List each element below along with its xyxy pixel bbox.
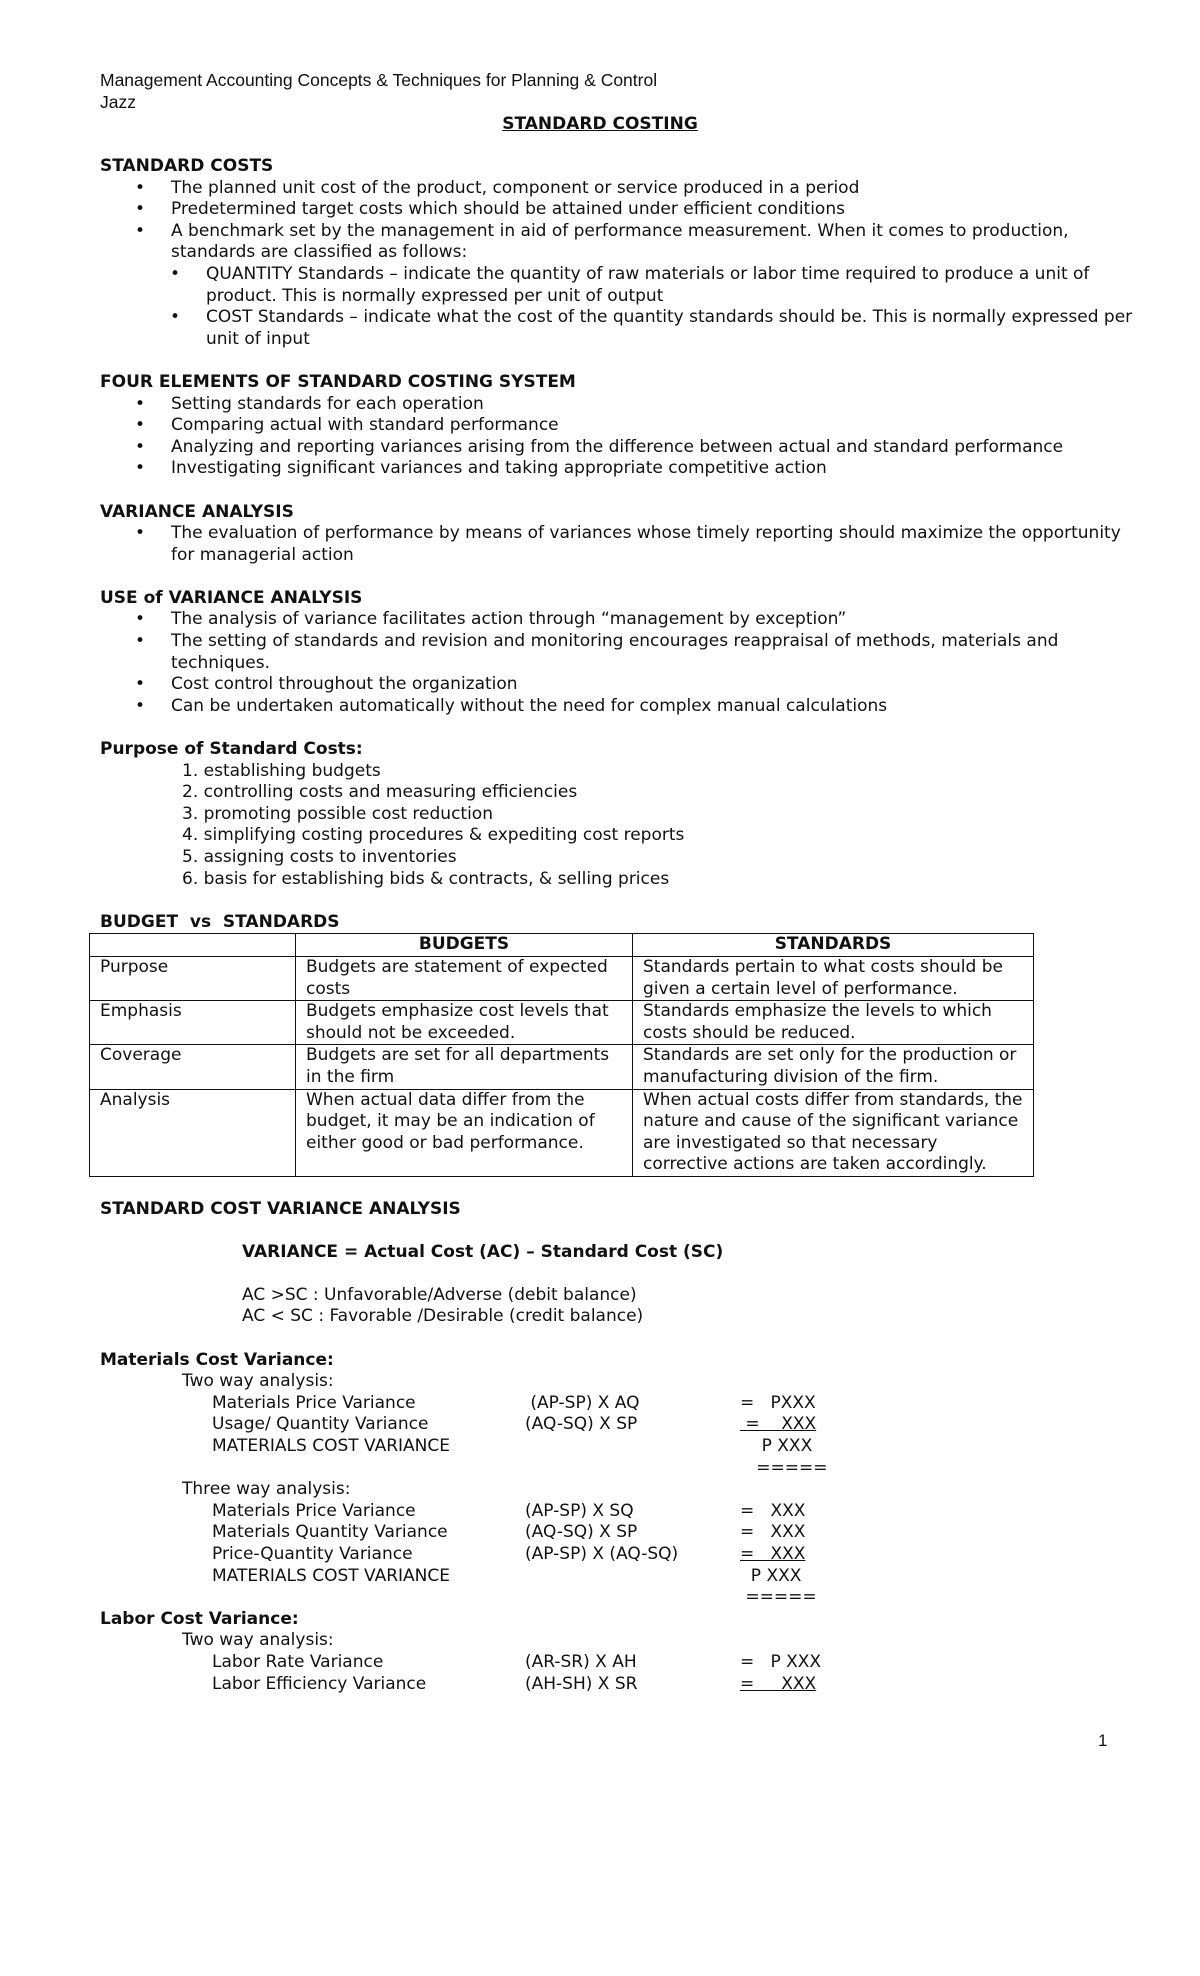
standards-types-list [100,264,1140,350]
list-item: • The evaluation of performance by means of variances whose timely reporting should maximize the opportunity for managerial action [100,523,1140,566]
variance-label: Materials Price Variance [212,1500,416,1521]
table-cell: Budgets emphasize cost levels that should not be exceeded. [296,1001,633,1045]
list-item: • Can be undertaken automatically without the need for complex manual calculations [100,696,1140,718]
double-rule-row [100,1587,1140,1609]
variance-row [100,1544,1140,1566]
variance-label: Materials Quantity Variance [212,1522,448,1543]
variance-row [100,1414,1140,1436]
table-header-row [90,934,1034,957]
variance-formula-text: (AR-SR) X AH [525,1651,637,1672]
variance-formula-text: (AP-SP) X SQ [525,1500,634,1521]
page-number: 1 [1098,1731,1108,1750]
variance-total-label: MATERIALS COST VARIANCE [212,1436,451,1457]
column-header [90,934,296,957]
list-item: • The planned unit cost of the product, component or service produced in a period [100,178,1140,200]
list-item: 2. controlling costs and measuring efficiencies [182,782,578,803]
column-header: STANDARDS [633,934,1034,957]
variance-row [100,1522,1140,1544]
variance-row [100,1566,1140,1588]
double-rule-row [100,1458,1140,1480]
variance-formula: VARIANCE = Actual Cost (AC) – Standard Cost (SC) [242,1241,724,1262]
table-row [90,1045,1034,1089]
variance-label: Usage/ Quantity Variance [212,1414,429,1435]
variance-result: = XXX [740,1544,806,1564]
variance-total: P XXX [740,1436,813,1457]
table-cell: Standards pertain to what costs should be given a certain level of performance. [633,956,1034,1000]
variance-result: = XXX [740,1500,806,1521]
variance-formula-heading: STANDARD COST VARIANCE ANALYSIS [100,1198,461,1219]
list-item: 1. establishing budgets [182,760,381,781]
table-cell: When actual data differ from the budget, it may be an indication of either good or bad performance. [296,1089,633,1176]
variance-row [100,1674,1140,1696]
use-of-variance-heading: USE of VARIANCE ANALYSIS [100,587,363,608]
list-item: • Investigating significant variances and taking appropriate competitive action [100,458,1140,480]
variance-result: = XXX [740,1414,817,1435]
use-of-variance-list [100,609,1140,717]
list-item: 5. assigning costs to inventories [182,847,457,867]
list-item: • COST Standards – indicate what the cost of the quantity standards should be. This is normally expressed per unit of input [100,307,1140,350]
materials-three-way-label: Three way analysis: [182,1479,351,1500]
list-item: 4. simplifying costing procedures & expediting cost reports [182,825,685,846]
table-row [90,1001,1034,1045]
variance-row [100,1501,1140,1523]
variance-result: = PXXX [740,1392,816,1413]
table-row [90,1089,1034,1176]
labor-two-way-label: Two way analysis: [182,1630,334,1651]
header-course-title: Management Accounting Concepts & Techniques for Planning & Control [100,70,658,90]
variance-label: Price-Quantity Variance [212,1544,413,1564]
budget-vs-standards-heading: BUDGET vs STANDARDS [100,911,340,932]
row-label: Analysis [90,1089,296,1176]
list-item: • QUANTITY Standards – indicate the quantity of raw materials or labor time required to produce a unit of product. This is normally expressed per unit of output [100,264,1140,307]
variance-label: Labor Efficiency Variance [212,1673,427,1694]
list-item: • Analyzing and reporting variances arising from the difference between actual and standard performance [100,437,1140,459]
unfavorable-rule: AC >SC : Unfavorable/Adverse (debit balance) [242,1284,637,1305]
list-item: • Cost control throughout the organization [100,674,1140,696]
variance-row [100,1436,1140,1458]
standard-costs-heading: STANDARD COSTS [100,156,274,176]
row-label: Purpose [90,956,296,1000]
materials-two-way-label: Two way analysis: [182,1371,334,1392]
budget-vs-standards-table [89,933,1034,1177]
four-elements-heading: FOUR ELEMENTS OF STANDARD COSTING SYSTEM [100,371,576,392]
header-author: Jazz [100,92,136,112]
variance-analysis-list [100,523,1140,566]
list-item: • Setting standards for each operation [100,394,1140,416]
variance-formula-text: (AQ-SQ) X SP [525,1522,638,1543]
table-cell: Standards are set only for the production or manufacturing division of the firm. [633,1045,1034,1089]
purpose-heading: Purpose of Standard Costs: [100,739,363,760]
list-item: • The analysis of variance facilitates action through “management by exception” [100,609,1140,631]
variance-row [100,1393,1140,1415]
variance-label: Labor Rate Variance [212,1651,384,1672]
list-item: • The setting of standards and revision and monitoring encourages reappraisal of methods, materials and techniques. [100,631,1140,674]
materials-variance-heading: Materials Cost Variance: [100,1349,334,1370]
variance-result: = XXX [740,1673,817,1694]
variance-label: Materials Price Variance [212,1392,416,1413]
table-cell: Budgets are set for all departments in the firm [296,1045,633,1089]
document-title: STANDARD COSTING [502,114,698,134]
row-label: Coverage [90,1045,296,1089]
list-item: • Comparing actual with standard performance [100,415,1140,437]
table-cell: Standards emphasize the levels to which costs should be reduced. [633,1001,1034,1045]
variance-analysis-heading: VARIANCE ANALYSIS [100,501,294,522]
four-elements-list [100,394,1140,480]
double-rule: ===== [740,1587,817,1608]
list-item: • A benchmark set by the management in aid of performance measurement. When it comes to production, standards are classified as follows: [100,221,1140,264]
variance-result: = XXX [740,1522,806,1543]
row-label: Emphasis [90,1001,296,1045]
table-row [90,956,1034,1000]
table-cell: When actual costs differ from standards, the nature and cause of the significant variance are investigated so that necessary corrective actions are taken accordingly. [633,1089,1034,1176]
variance-total-label: MATERIALS COST VARIANCE [212,1565,451,1586]
variance-result: = P XXX [740,1651,822,1672]
column-header: BUDGETS [296,934,633,957]
table-cell: Budgets are statement of expected costs [296,956,633,1000]
variance-formula-text: (AP-SP) X (AQ-SQ) [525,1544,679,1564]
list-item: • Predetermined target costs which should be attained under efficient conditions [100,199,1140,221]
variance-formula-text: (AP-SP) X AQ [525,1392,640,1413]
labor-variance-heading: Labor Cost Variance: [100,1608,299,1629]
variance-formula-text: (AH-SH) X SR [525,1673,638,1694]
variance-total: P XXX [740,1565,802,1586]
favorable-rule: AC < SC : Favorable /Desirable (credit balance) [242,1306,644,1327]
list-item: 3. promoting possible cost reduction [182,803,493,824]
double-rule: ===== [740,1457,828,1478]
document-body [100,156,1140,1695]
variance-formula-text: (AQ-SQ) X SP [525,1414,638,1435]
list-item: 6. basis for establishing bids & contracts, & selling prices [182,868,670,889]
purpose-list [100,761,1140,891]
standard-costs-list [100,178,1140,264]
variance-row [100,1652,1140,1674]
